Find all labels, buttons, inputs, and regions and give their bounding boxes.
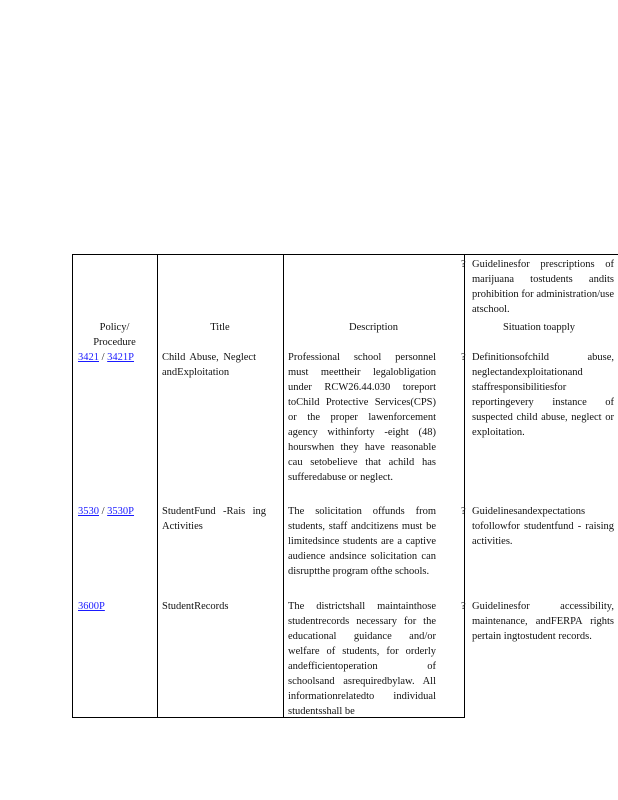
- policy-link[interactable]: 3421: [78, 352, 99, 363]
- row2-policy-links: [78, 504, 154, 519]
- link-separator: /: [99, 352, 108, 363]
- procedure-link[interactable]: 3530P: [107, 506, 135, 517]
- header-title: Title: [210, 322, 230, 333]
- row2-situation: [461, 504, 614, 549]
- row3-description: The districtshall maintainthose studentrecords necessary for the educational guidance and/or welfare of students, for orderly andefficientoperation of schoolsand asrequiredbylaw. All informationrelatedto individual studentsshall be: [288, 601, 436, 717]
- bullet-icon: ?: [461, 259, 466, 270]
- bullet-icon: ?: [461, 506, 466, 517]
- row2-situation-text: Guidelinesandexpectations tofollowfor studentfund - raising activities.: [472, 506, 614, 547]
- header-policy-line1: Policy/: [99, 322, 130, 333]
- header-description: Description: [349, 322, 398, 333]
- row2-description: The solicitation offunds from students, staff andcitizens must be limitedsince students are a captive audience andsince solicitation can disruptthe program ofthe schools.: [288, 506, 436, 577]
- header-policy-line2: Procedure: [93, 337, 136, 348]
- link-separator: /: [99, 506, 108, 517]
- procedure-link[interactable]: 3421P: [107, 352, 135, 363]
- row1-situation-text: Definitionsofchild abuse, neglectandexploitationand staffresponsibilitiesfor reportingevery instance of suspected child abuse, neglect or exploitation.: [472, 352, 614, 438]
- header-policy: [72, 320, 157, 350]
- situation-fragment: [461, 257, 614, 317]
- row3-situation: [461, 599, 614, 644]
- row1-policy-links: [78, 350, 154, 365]
- bullet-icon: ?: [461, 352, 466, 363]
- situation-fragment-text: Guidelinesfor prescriptions of marijuana tostudents andits prohibition for administration/use atschool.: [472, 259, 614, 315]
- row1-description: Professional school personnel must meettheir legalobligation under RCW26.44.030 toreport toChild Protective Services(CPS) or the proper lawenforcement agency withinforty -eight (48) hourswhen they have reasonable cau setobelieve that achild has sufferedabuse or neglect.: [288, 352, 436, 483]
- row2-title: StudentFund -Rais ing Activities: [162, 506, 266, 532]
- row3-title: StudentRecords: [162, 601, 229, 612]
- row1-title: Child Abuse, Neglect andExploitation: [162, 352, 256, 378]
- bullet-icon: ?: [461, 601, 466, 612]
- table-border-top: [72, 254, 618, 255]
- header-situation: Situation toapply: [502, 322, 576, 333]
- row1-situation: [461, 350, 614, 440]
- policy-link[interactable]: 3530: [78, 506, 99, 517]
- row3-policy-links: [78, 599, 154, 614]
- row3-situation-text: Guidelinesfor accessibility, maintenance, andFERPA rights pertain ingtostudent records.: [472, 601, 614, 642]
- policy-link[interactable]: 3600P: [78, 601, 105, 612]
- policy-table: [72, 254, 618, 718]
